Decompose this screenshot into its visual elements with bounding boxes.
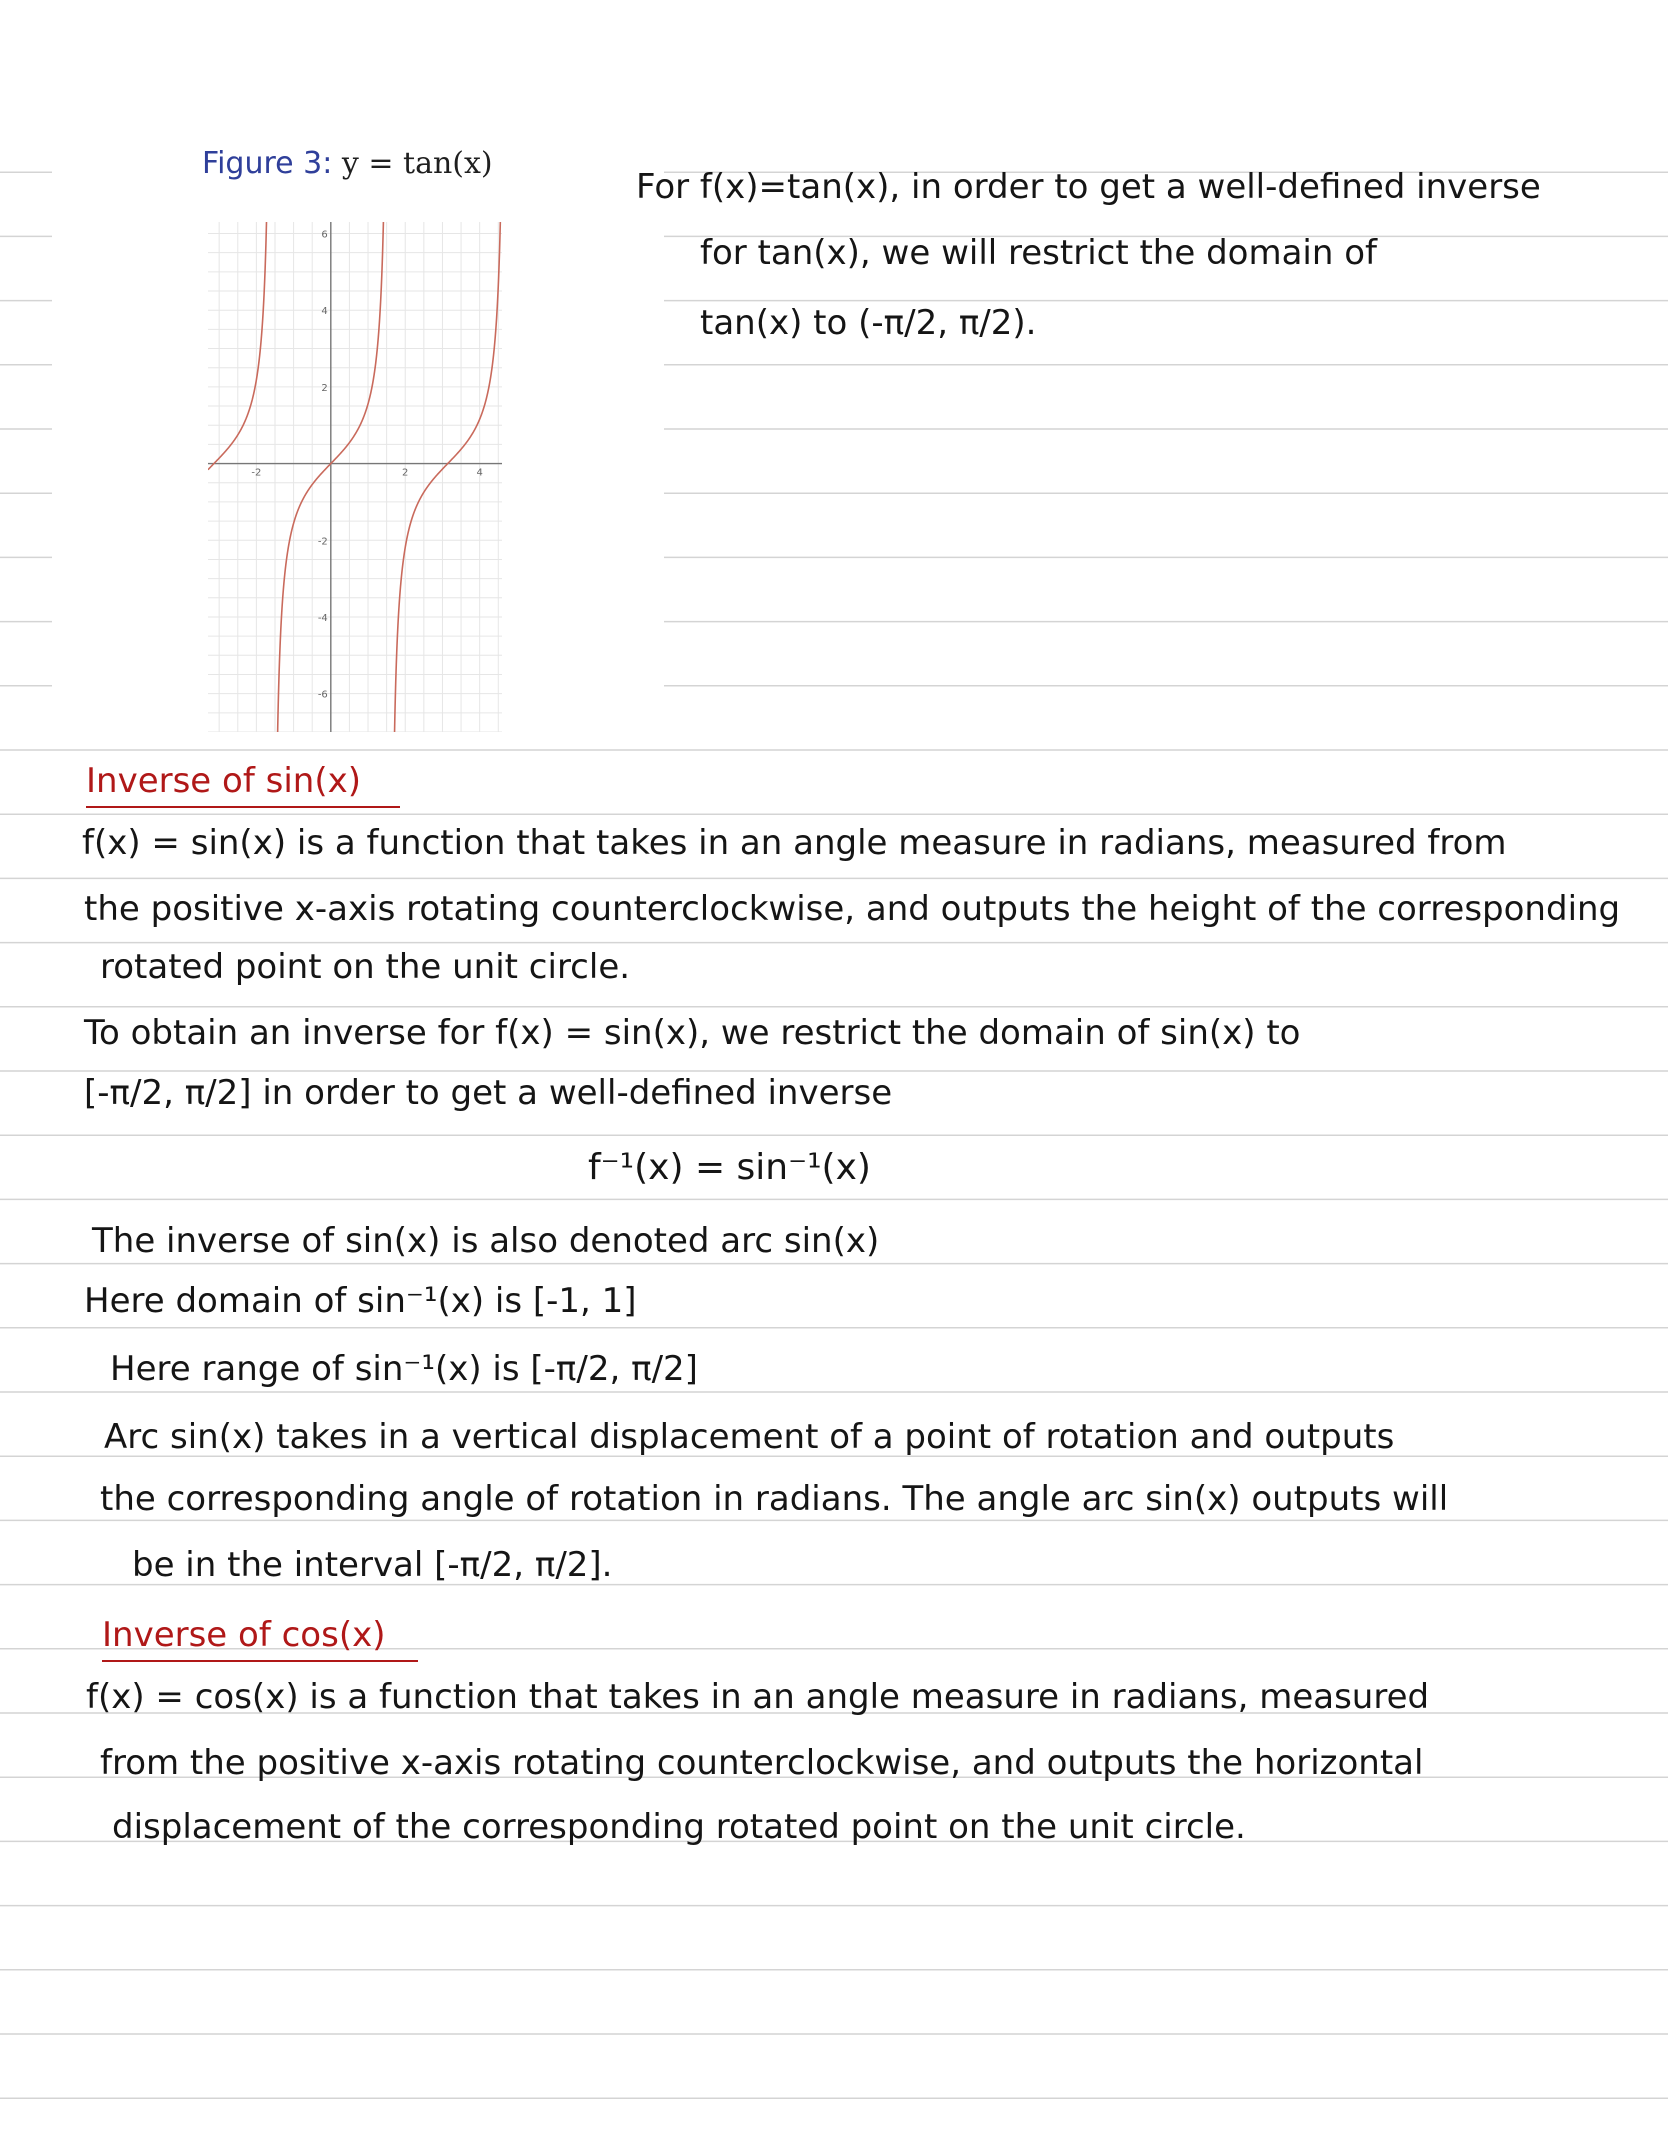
sin-fact-3: Here range of sin⁻¹(x) is [-π/2, π/2] bbox=[110, 1349, 698, 1389]
sin-heading-underline bbox=[86, 806, 400, 808]
figure-caption-formula: y = tan(x) bbox=[341, 146, 493, 181]
sin-body-line-2: the positive x-axis rotating counterclockwise, and outputs the height of the corresponding bbox=[84, 889, 1621, 929]
tan-note-line-3: tan(x) to (-π/2, π/2). bbox=[700, 303, 1037, 343]
sin-body-line-5: [-π/2, π/2] in order to get a well-defined inverse bbox=[84, 1073, 893, 1113]
y-tick-label: 2 bbox=[321, 382, 328, 394]
cos-heading-underline bbox=[102, 1660, 418, 1662]
sin-body-line-1: f(x) = sin(x) is a function that takes in an angle measure in radians, measured from bbox=[82, 823, 1507, 863]
tan-note-line-1: For f(x)=tan(x), in order to get a well-defined inverse bbox=[636, 167, 1541, 207]
cos-body-line-2: from the positive x-axis rotating counterclockwise, and outputs the horizontal bbox=[100, 1743, 1424, 1783]
sin-inverse-formula: f⁻¹(x) = sin⁻¹(x) bbox=[588, 1147, 871, 1188]
figure-caption bbox=[202, 146, 493, 181]
y-tick-label: 6 bbox=[321, 229, 328, 241]
sin-body-line-4: To obtain an inverse for f(x) = sin(x), we restrict the domain of sin(x) to bbox=[84, 1013, 1301, 1053]
sin-fact-6: be in the interval [-π/2, π/2]. bbox=[132, 1545, 613, 1585]
y-tick-label: -2 bbox=[317, 536, 328, 548]
y-tick-label: -6 bbox=[317, 689, 328, 701]
sin-fact-4: Arc sin(x) takes in a vertical displacement of a point of rotation and outputs bbox=[104, 1417, 1395, 1457]
cos-body-line-3: displacement of the corresponding rotated point on the unit circle. bbox=[112, 1807, 1246, 1847]
x-tick-label: 4 bbox=[476, 467, 483, 479]
cos-heading: Inverse of cos(x) bbox=[102, 1615, 386, 1655]
y-tick-label: 4 bbox=[321, 306, 328, 318]
x-tick-label: -2 bbox=[251, 467, 262, 479]
sin-fact-2: Here domain of sin⁻¹(x) is [-1, 1] bbox=[84, 1281, 637, 1321]
graph-tick-labels bbox=[251, 230, 482, 701]
cos-body-line-1: f(x) = cos(x) is a function that takes in an angle measure in radians, measured bbox=[86, 1677, 1430, 1717]
figure-caption-label: Figure 3: bbox=[202, 146, 333, 181]
sin-fact-5: the corresponding angle of rotation in radians. The angle arc sin(x) outputs will bbox=[100, 1479, 1449, 1519]
sin-heading: Inverse of sin(x) bbox=[86, 761, 361, 801]
sin-fact-1: The inverse of sin(x) is also denoted arc sin(x) bbox=[92, 1221, 880, 1261]
y-tick-label: -4 bbox=[317, 612, 328, 624]
x-tick-label: 2 bbox=[402, 467, 409, 479]
tan-graph bbox=[208, 222, 502, 732]
sin-body-line-3: rotated point on the unit circle. bbox=[100, 947, 631, 987]
tan-note-line-2: for tan(x), we will restrict the domain of bbox=[700, 233, 1377, 273]
